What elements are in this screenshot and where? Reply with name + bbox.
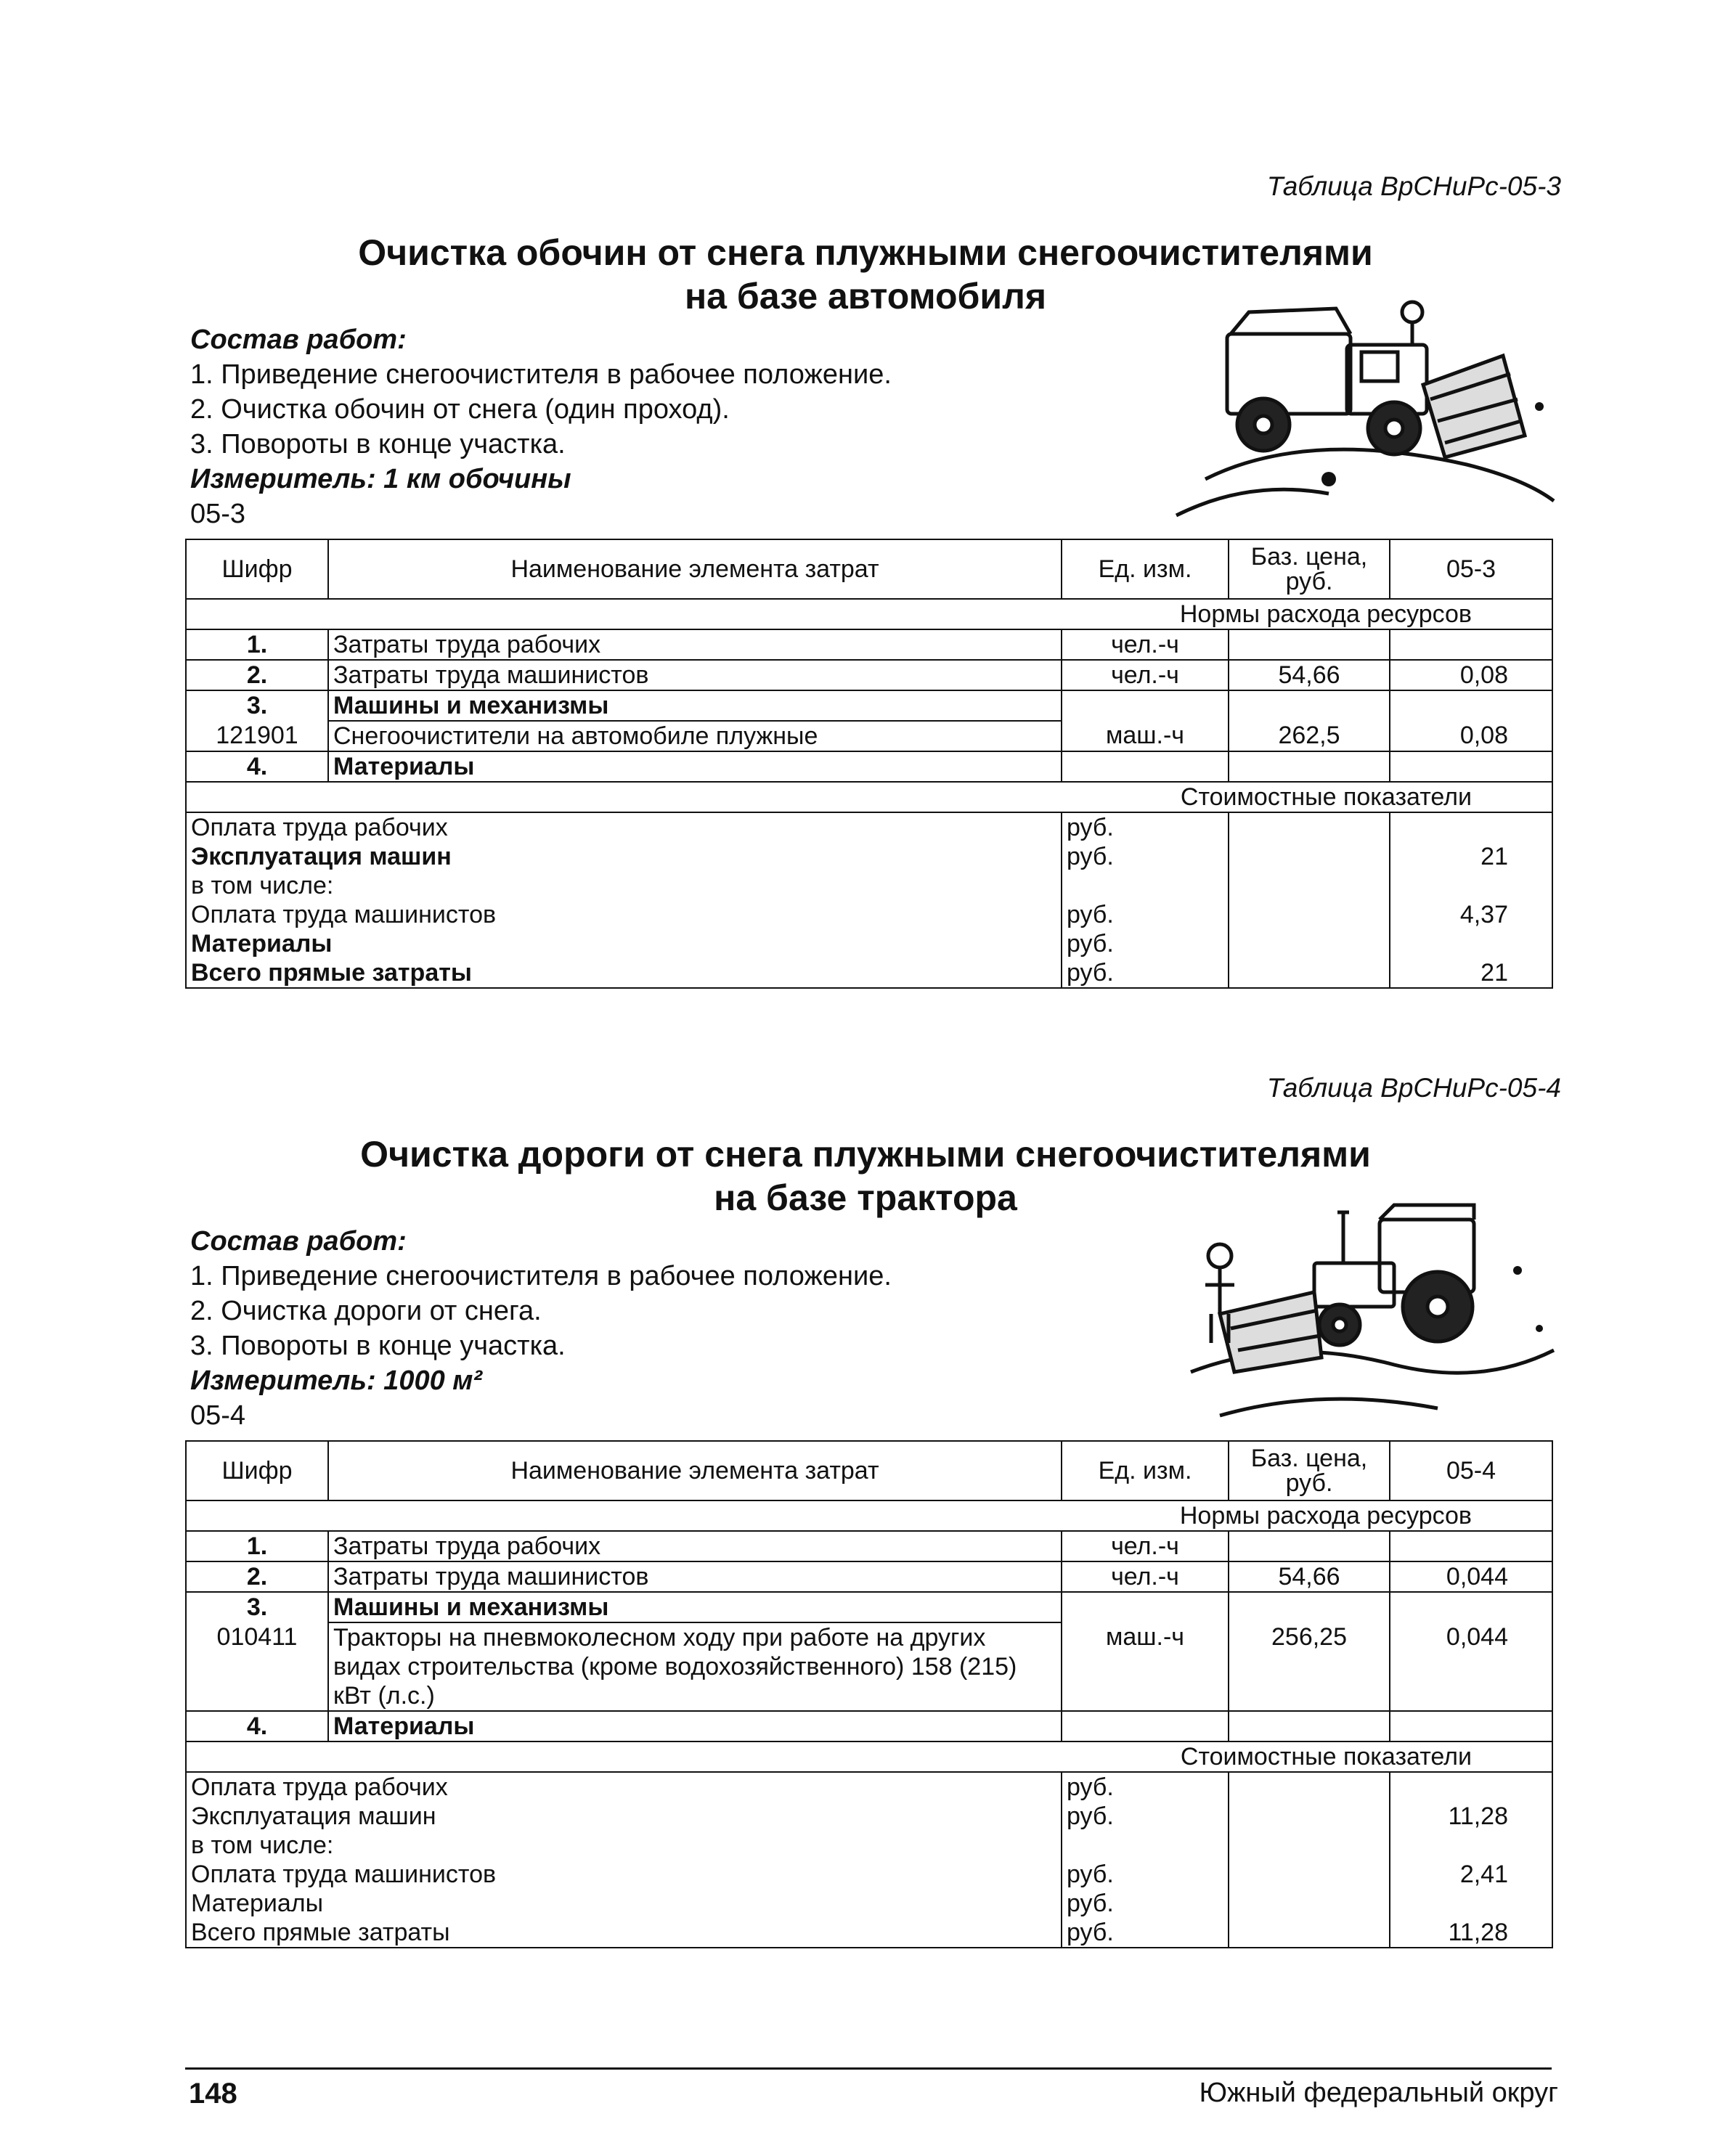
- cost-row: [186, 900, 1552, 929]
- row-num: 1.: [186, 629, 328, 660]
- work-step: 1. Приведение снегоочистителя в рабочее положение.: [190, 1261, 892, 1291]
- page-number: 148: [189, 2078, 237, 2110]
- cost-name: Всего прямые затраты: [186, 958, 1062, 988]
- cost-price-empty: [1229, 812, 1390, 842]
- row-num: 2.: [186, 1561, 328, 1592]
- row-num: 010411: [186, 1622, 328, 1711]
- cost-value: 11,28: [1390, 1802, 1552, 1831]
- cost-value: 11,28: [1390, 1918, 1552, 1948]
- row-num: 3.: [186, 1592, 328, 1622]
- table-label: Таблица ВрСНиРс-05-3: [1266, 171, 1561, 201]
- row-num: 121901: [186, 721, 328, 751]
- cost-value: 2,41: [1390, 1860, 1552, 1889]
- cost-row: [186, 958, 1552, 988]
- composition-heading: Состав работ:: [190, 1226, 407, 1257]
- header-cipher: Шифр: [186, 1441, 328, 1500]
- row-price: 262,5: [1229, 721, 1390, 751]
- cost-value: [1390, 871, 1552, 900]
- row-name: Машины и механизмы: [328, 690, 1062, 721]
- norms-band-row: [186, 1500, 1552, 1531]
- cost-value: [1390, 929, 1552, 958]
- row-price: 54,66: [1229, 660, 1390, 690]
- cost-unit: руб.: [1062, 929, 1229, 958]
- row-price: [1229, 629, 1390, 660]
- cost-value: [1390, 812, 1552, 842]
- cost-price-empty: [1229, 958, 1390, 988]
- cost-unit: руб.: [1062, 958, 1229, 988]
- row-price: [1229, 1711, 1390, 1741]
- table-row: [186, 1711, 1552, 1741]
- cost-name: Оплата труда рабочих: [186, 812, 1062, 842]
- table-row: [186, 1622, 1552, 1711]
- table-code: 05-3: [190, 499, 246, 529]
- row-value: [1390, 629, 1552, 660]
- cost-band-row: [186, 782, 1552, 812]
- cost-unit: [1062, 1831, 1229, 1860]
- row-unit: маш.-ч: [1062, 721, 1229, 751]
- row-name: Затраты труда машинистов: [328, 660, 1062, 690]
- cost-row: [186, 842, 1552, 871]
- row-name: Затраты труда рабочих: [328, 629, 1062, 660]
- cost-price-empty: [1229, 1772, 1390, 1802]
- row-price: [1229, 751, 1390, 782]
- work-composition: [190, 1224, 892, 1433]
- table-row: [186, 1561, 1552, 1592]
- row-value: 0,044: [1390, 1561, 1552, 1592]
- row-unit: чел.-ч: [1062, 1561, 1229, 1592]
- snowplow-truck-icon: [1162, 298, 1568, 530]
- row-price: 54,66: [1229, 1561, 1390, 1592]
- table-label: Таблица ВрСНиРс-05-4: [1266, 1073, 1561, 1103]
- header-price: Баз. цена, руб.: [1229, 1441, 1390, 1500]
- cost-row: [186, 1860, 1552, 1889]
- cost-value: 4,37: [1390, 900, 1552, 929]
- cost-row: [186, 1802, 1552, 1831]
- norms-band-row: [186, 599, 1552, 629]
- cost-unit: руб.: [1062, 812, 1229, 842]
- cost-unit: руб.: [1062, 1772, 1229, 1802]
- row-price: [1229, 1531, 1390, 1561]
- row-name: Машины и механизмы: [328, 1592, 1062, 1622]
- cost-band-row: [186, 1741, 1552, 1772]
- cost-unit: руб.: [1062, 842, 1229, 871]
- row-num: 2.: [186, 660, 328, 690]
- work-step: 2. Очистка обочин от снега (один проход).: [190, 394, 730, 425]
- row-num: 4.: [186, 751, 328, 782]
- table-row: [186, 1592, 1552, 1622]
- row-unit: маш.-ч: [1062, 1622, 1229, 1711]
- cost-row: [186, 1918, 1552, 1948]
- section-subtitle: на базе автомобиля: [684, 276, 1047, 317]
- cost-price-empty: [1229, 842, 1390, 871]
- cost-price-empty: [1229, 929, 1390, 958]
- row-name: Материалы: [328, 1711, 1062, 1741]
- cost-unit: руб.: [1062, 1889, 1229, 1918]
- row-unit: чел.-ч: [1062, 629, 1229, 660]
- cost-name: Оплата труда машинистов: [186, 900, 1062, 929]
- row-price: [1229, 690, 1390, 721]
- cost-price-empty: [1229, 871, 1390, 900]
- work-step: 2. Очистка дороги от снега.: [190, 1296, 542, 1326]
- header-price: Баз. цена, руб.: [1229, 539, 1390, 599]
- row-value: [1390, 1711, 1552, 1741]
- row-unit: чел.-ч: [1062, 1531, 1229, 1561]
- cost-unit: руб.: [1062, 900, 1229, 929]
- cost-name: Оплата труда рабочих: [186, 1772, 1062, 1802]
- norms-band: Нормы расхода ресурсов: [186, 599, 1552, 629]
- cost-price-empty: [1229, 1831, 1390, 1860]
- table-row: [186, 629, 1552, 660]
- measure-unit: Измеритель: 1 км обочины: [190, 464, 571, 494]
- row-price: 256,25: [1229, 1622, 1390, 1711]
- row-value: [1390, 751, 1552, 782]
- cost-row: [186, 929, 1552, 958]
- cost-value: [1390, 1889, 1552, 1918]
- section-title: Очистка дороги от снега плужными снегоочистителями: [360, 1134, 1371, 1175]
- row-unit: [1062, 751, 1229, 782]
- table-row: [186, 1531, 1552, 1561]
- cost-name: в том числе:: [186, 871, 1062, 900]
- cost-value: 21: [1390, 958, 1552, 988]
- work-step: 3. Повороты в конце участка.: [190, 1331, 566, 1361]
- cost-table: [185, 1440, 1553, 1948]
- cost-unit: руб.: [1062, 1918, 1229, 1948]
- composition-heading: Состав работ:: [190, 324, 407, 355]
- row-price: [1229, 1592, 1390, 1622]
- footer-rule: [185, 2067, 1552, 2070]
- cost-unit: руб.: [1062, 1860, 1229, 1889]
- cost-row: [186, 1772, 1552, 1802]
- row-name: Материалы: [328, 751, 1062, 782]
- cost-price-empty: [1229, 900, 1390, 929]
- work-step: 1. Приведение снегоочистителя в рабочее положение.: [190, 359, 892, 390]
- cost-row: [186, 1889, 1552, 1918]
- row-value: 0,08: [1390, 721, 1552, 751]
- work-step: 3. Повороты в конце участка.: [190, 429, 566, 460]
- cost-band: Стоимостные показатели: [186, 1741, 1552, 1772]
- snowplow-tractor-icon: [1176, 1183, 1568, 1430]
- header-unit: Ед. изм.: [1062, 1441, 1229, 1500]
- measure-unit: Измеритель: 1000 м²: [190, 1365, 483, 1396]
- row-num: 1.: [186, 1531, 328, 1561]
- row-unit: [1062, 690, 1229, 721]
- cost-row: [186, 871, 1552, 900]
- row-unit: чел.-ч: [1062, 660, 1229, 690]
- table-code: 05-4: [190, 1400, 246, 1431]
- norms-band: Нормы расхода ресурсов: [186, 1500, 1552, 1531]
- table-header-row: [186, 539, 1552, 599]
- header-name: Наименование элемента затрат: [328, 539, 1062, 599]
- header-code: 05-4: [1390, 1441, 1552, 1500]
- cost-price-empty: [1229, 1918, 1390, 1948]
- cost-price-empty: [1229, 1860, 1390, 1889]
- row-value: [1390, 1592, 1552, 1622]
- row-num: 4.: [186, 1711, 328, 1741]
- row-value: 0,044: [1390, 1622, 1552, 1711]
- cost-price-empty: [1229, 1889, 1390, 1918]
- table-row: [186, 721, 1552, 751]
- cost-table: [185, 539, 1553, 989]
- table-row: [186, 751, 1552, 782]
- row-name: Снегоочистители на автомобиле плужные: [328, 721, 1062, 751]
- cost-value: 21: [1390, 842, 1552, 871]
- cost-name: Всего прямые затраты: [186, 1918, 1062, 1948]
- cost-unit: руб.: [1062, 1802, 1229, 1831]
- table-row: [186, 660, 1552, 690]
- row-unit: [1062, 1592, 1229, 1622]
- header-cipher: Шифр: [186, 539, 328, 599]
- section-subtitle: на базе трактора: [714, 1177, 1017, 1218]
- cost-unit: [1062, 871, 1229, 900]
- cost-value: [1390, 1772, 1552, 1802]
- cost-name: Материалы: [186, 1889, 1062, 1918]
- cost-band: Стоимостные показатели: [186, 782, 1552, 812]
- header-code: 05-3: [1390, 539, 1552, 599]
- cost-row: [186, 1831, 1552, 1860]
- header-unit: Ед. изм.: [1062, 539, 1229, 599]
- cost-price-empty: [1229, 1802, 1390, 1831]
- row-name: Затраты труда рабочих: [328, 1531, 1062, 1561]
- row-num: 3.: [186, 690, 328, 721]
- row-unit: [1062, 1711, 1229, 1741]
- cost-value: [1390, 1831, 1552, 1860]
- footer-region: Южный федеральный округ: [1199, 2078, 1558, 2108]
- cost-row: [186, 812, 1552, 842]
- row-value: 0,08: [1390, 660, 1552, 690]
- header-name: Наименование элемента затрат: [328, 1441, 1062, 1500]
- row-value: [1390, 1531, 1552, 1561]
- table-header-row: [186, 1441, 1552, 1500]
- cost-name: Эксплуатация машин: [186, 842, 1062, 871]
- cost-name: Оплата труда машинистов: [186, 1860, 1062, 1889]
- cost-name: Материалы: [186, 929, 1062, 958]
- section-title: Очистка обочин от снега плужными снегоочистителями: [358, 232, 1373, 273]
- row-value: [1390, 690, 1552, 721]
- cost-name: Эксплуатация машин: [186, 1802, 1062, 1831]
- work-composition: [190, 322, 892, 531]
- cost-name: в том числе:: [186, 1831, 1062, 1860]
- table-row: [186, 690, 1552, 721]
- row-name: Затраты труда машинистов: [328, 1561, 1062, 1592]
- row-name: Тракторы на пневмоколесном ходу при работе на других видах строительства (кроме водохозяйственного) 158 (215) кВт (л.с.): [328, 1622, 1062, 1711]
